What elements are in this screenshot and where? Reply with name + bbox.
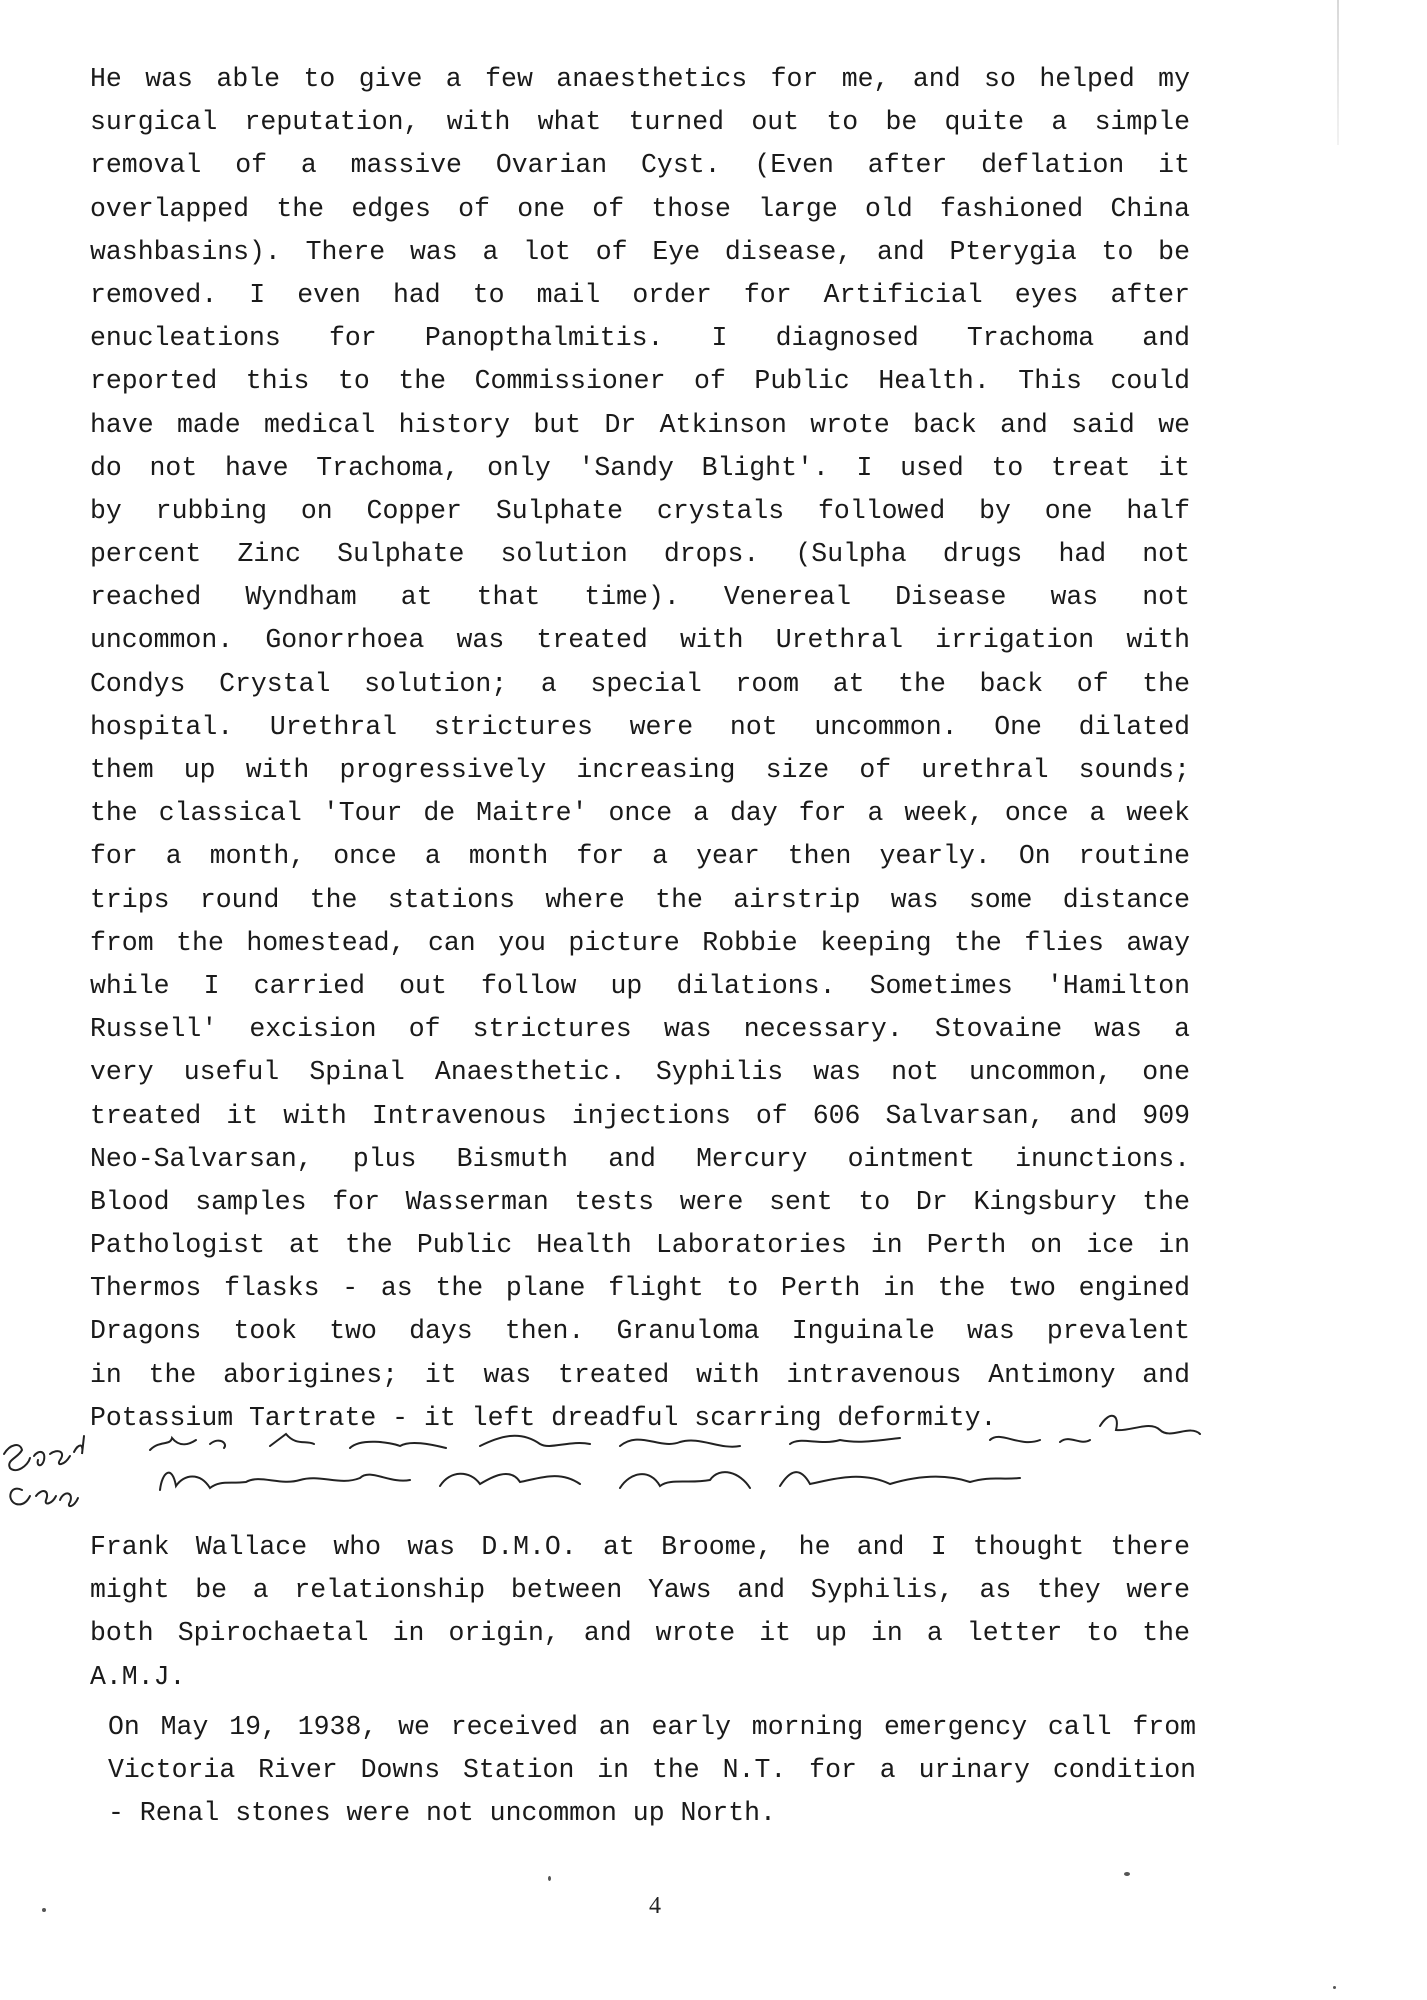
text-line: overlapped the edges of one of those large old fashioned China: [90, 193, 1190, 224]
scan-speck: [548, 1876, 551, 1881]
scan-speck: [1124, 1872, 1130, 1876]
text-line: in the aborigines; it was treated with intravenous Antimony and: [90, 1359, 1190, 1390]
scan-speck: [42, 1908, 46, 1912]
page-edge-shadow: [1337, 0, 1339, 145]
text-line: reported this to the Commissioner of Public Health. This could: [90, 366, 1190, 397]
text-line: very useful Spinal Anaesthetic. Syphilis was not uncommon, one: [90, 1057, 1190, 1088]
handwritten-margin-note-drawing: [0, 1414, 90, 1524]
text-line: enucleations for Panopthalmitis. I diagnosed Trachoma and: [90, 323, 1190, 354]
text-line: for a month, once a month for a year then yearly. On routine: [90, 841, 1190, 872]
text-line: Blood samples for Wasserman tests were sent to Dr Kingsbury the: [90, 1186, 1190, 1217]
text-line: - Renal stones were not uncommon up North.: [108, 1798, 776, 1829]
text-line: Frank Wallace who was D.M.O. at Broome, he and I thought there: [90, 1532, 1190, 1562]
text-line: both Spirochaetal in origin, and wrote it up in a letter to the: [90, 1618, 1190, 1649]
handwritten-margin-note: [0, 1414, 90, 1524]
text-line: hospital. Urethral strictures were not uncommon. One dilated: [90, 711, 1190, 742]
body-paragraph-2: [108, 1706, 1196, 1836]
text-line: the classical 'Tour de Maitre' once a day for a week, once a week: [90, 798, 1190, 829]
handwritten-insertion-drawing: [100, 1400, 1210, 1510]
text-line: Neo-Salvarsan, plus Bismuth and Mercury ointment inunctions.: [90, 1143, 1190, 1174]
text-line: from the homestead, can you picture Robbie keeping the flies away: [90, 927, 1190, 958]
handwritten-insertion: [100, 1400, 1210, 1510]
text-line: On May 19, 1938, we received an early morning emergency call from: [108, 1712, 1196, 1742]
text-line: Victoria River Downs Station in the N.T. for a urinary condition: [108, 1755, 1196, 1786]
text-line: uncommon. Gonorrhoea was treated with Urethral irrigation with: [90, 625, 1190, 656]
text-line: have made medical history but Dr Atkinson wrote back and said we: [90, 409, 1190, 440]
text-line: He was able to give a few anaesthetics for me, and so helped my: [90, 64, 1190, 94]
text-line: percent Zinc Sulphate solution drops. (Sulpha drugs had not: [90, 539, 1190, 570]
text-line: while I carried out follow up dilations. Sometimes 'Hamilton: [90, 970, 1190, 1001]
text-line: Thermos flasks - as the plane flight to Perth in the two engined: [90, 1273, 1190, 1304]
page-number: 4: [649, 1893, 661, 1919]
text-line: might be a relationship between Yaws and Syphilis, as they were: [90, 1575, 1190, 1606]
text-line: trips round the stations where the airstrip was some distance: [90, 884, 1190, 915]
text-line: treated it with Intravenous injections of 606 Salvarsan, and 909: [90, 1100, 1190, 1131]
text-line: reached Wyndham at that time). Venereal Disease was not: [90, 582, 1190, 613]
text-line: Potassium Tartrate - it left dreadful scarring deformity.: [90, 1402, 997, 1433]
text-line: removed. I even had to mail order for Artificial eyes after: [90, 279, 1190, 310]
text-line: washbasins). There was a lot of Eye disease, and Pterygia to be: [90, 236, 1190, 267]
text-line: by rubbing on Copper Sulphate crystals followed by one half: [90, 495, 1190, 526]
text-line: Russell' excision of strictures was necessary. Stovaine was a: [90, 1014, 1190, 1045]
text-line: them up with progressively increasing size of urethral sounds;: [90, 755, 1190, 785]
scan-speck: [1333, 1986, 1336, 1989]
text-line: do not have Trachoma, only 'Sandy Blight'. I used to treat it: [90, 452, 1190, 483]
text-line: Pathologist at the Public Health Laboratories in Perth on ice in: [90, 1230, 1190, 1261]
text-line: surgical reputation, with what turned out to be quite a simple: [90, 107, 1190, 138]
text-line: Condys Crystal solution; a special room at the back of the: [90, 668, 1190, 699]
text-line: removal of a massive Ovarian Cyst. (Even after deflation it: [90, 150, 1190, 181]
text-line: A.M.J.: [90, 1661, 186, 1692]
text-line: Dragons took two days then. Granuloma Inguinale was prevalent: [90, 1316, 1190, 1347]
